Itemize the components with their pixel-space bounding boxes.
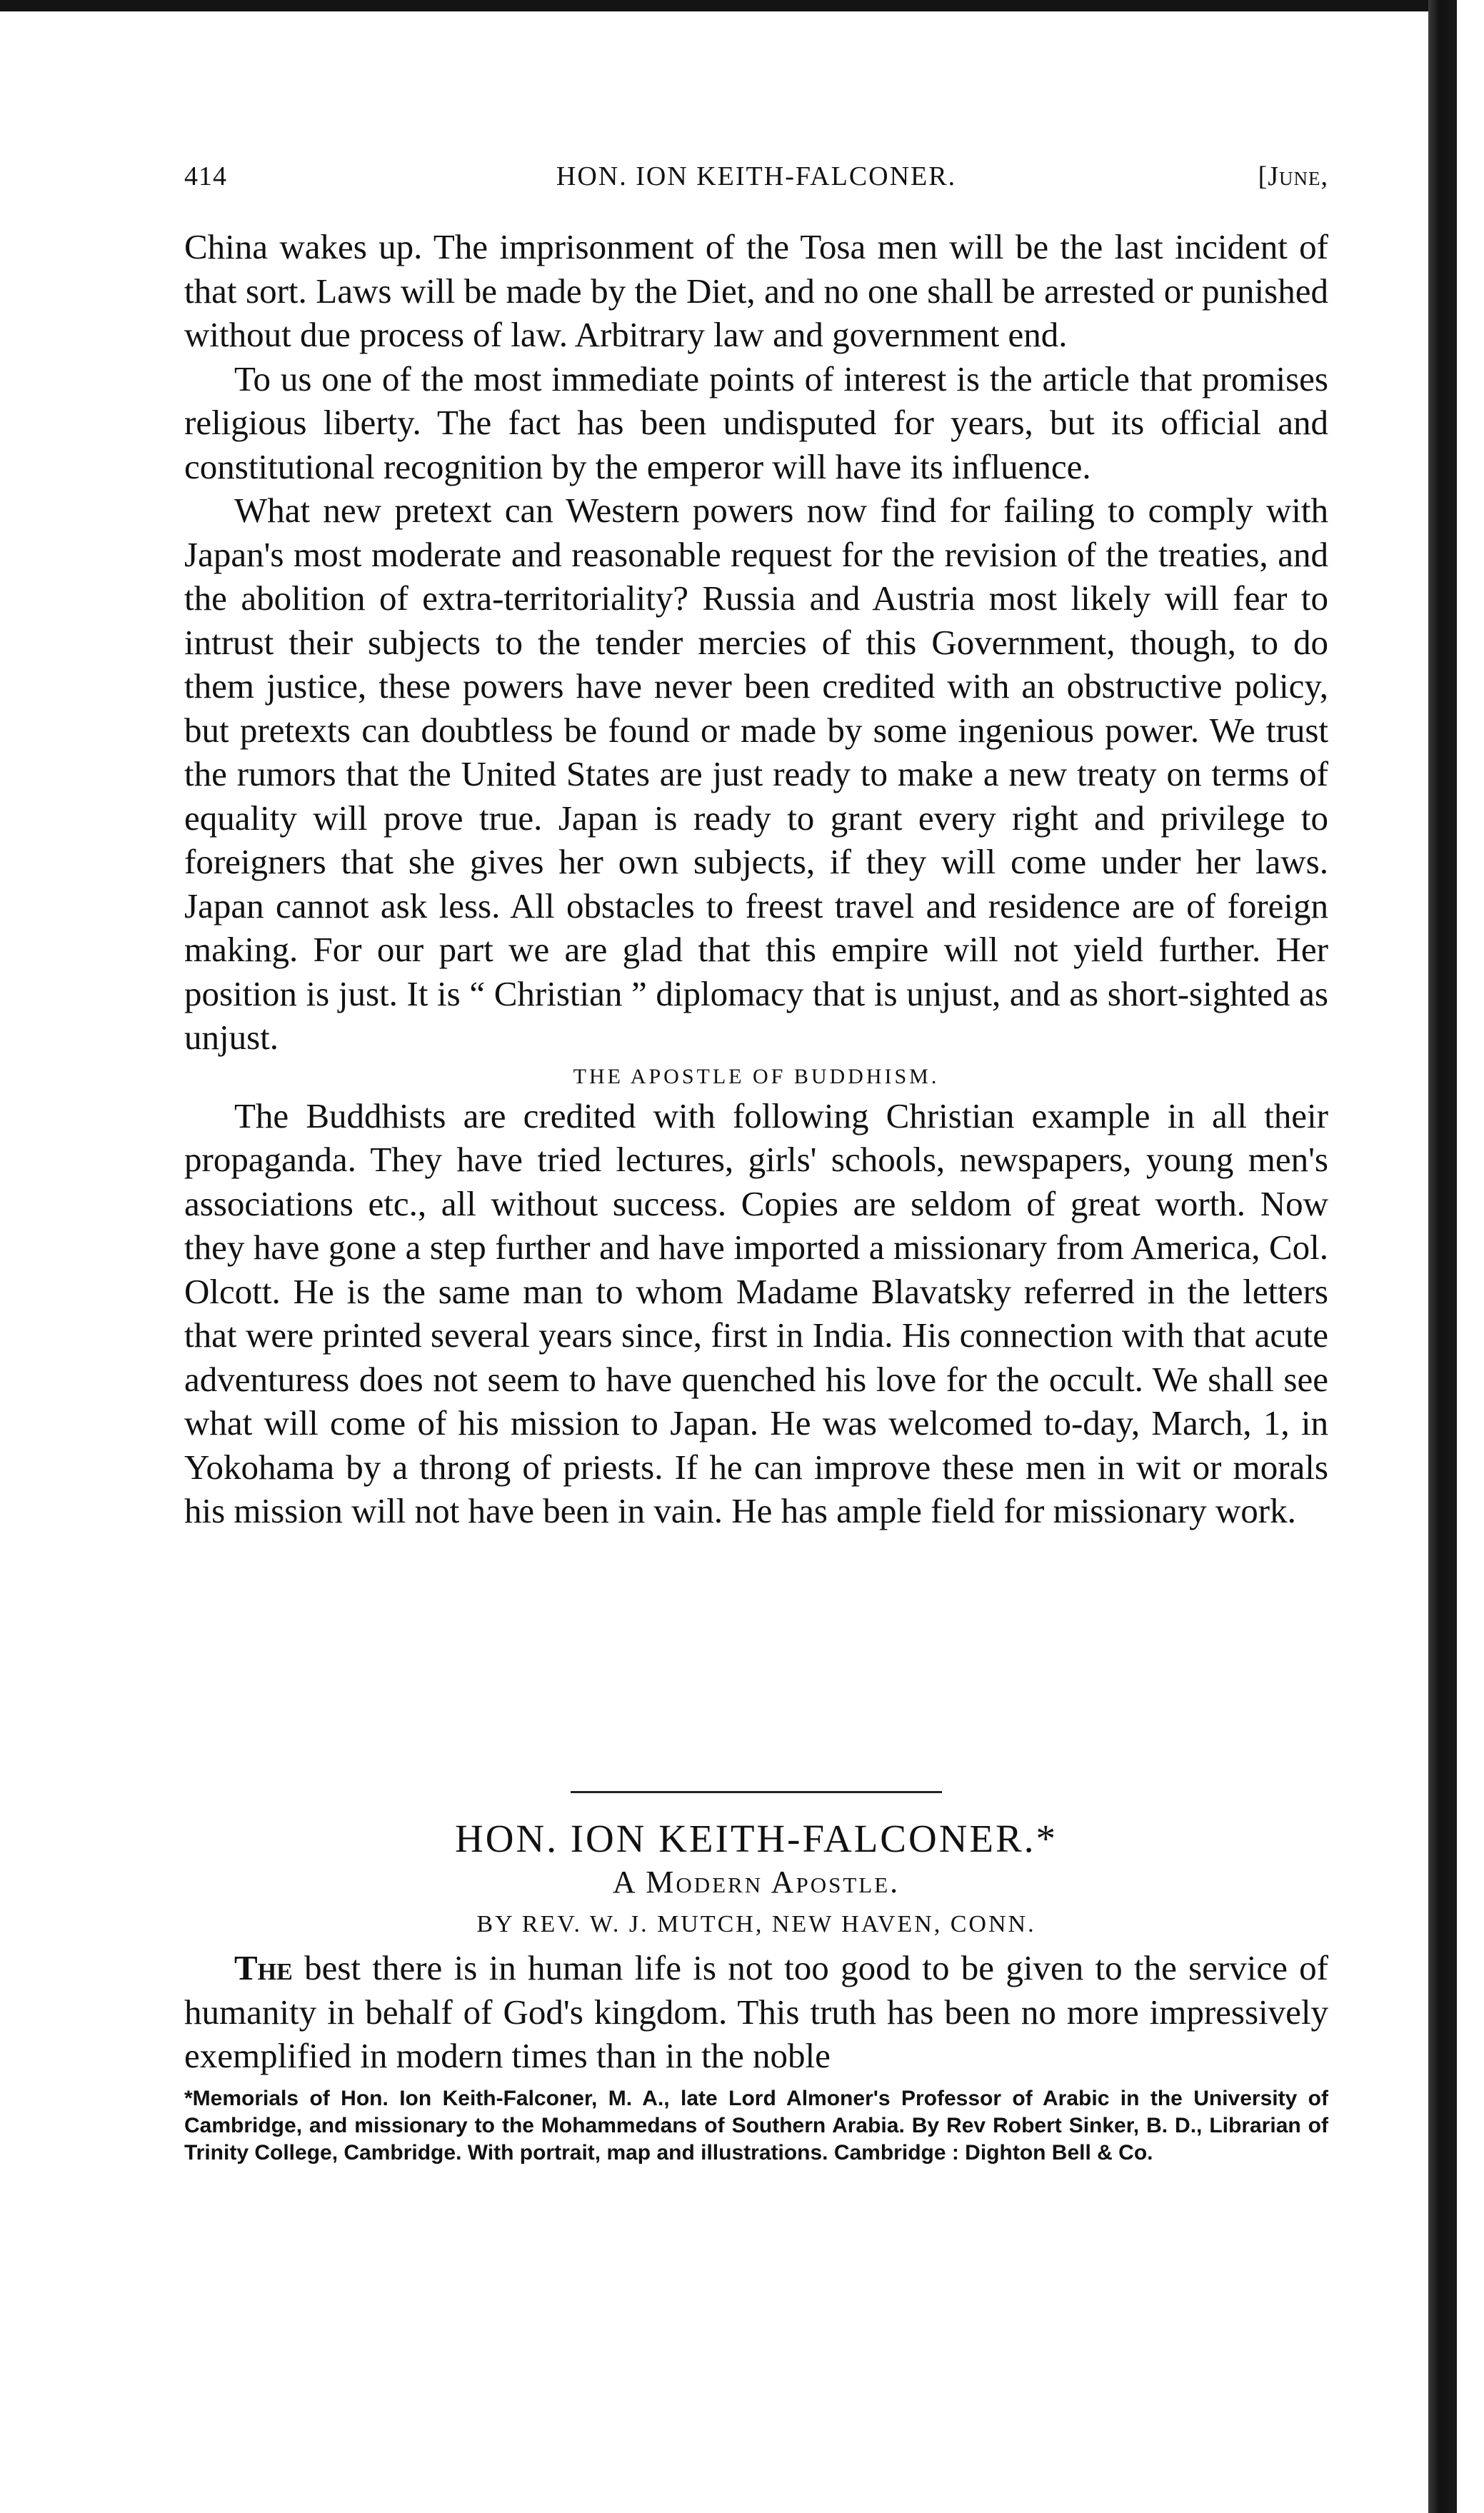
scan-right-edge (1428, 0, 1457, 2513)
page-header (184, 161, 1328, 204)
scan-top-border (0, 0, 1457, 11)
lead-word: The (234, 1948, 293, 1987)
section-divider (571, 1791, 942, 1793)
article-subtitle: A Modern Apostle. (612, 1865, 901, 1900)
footnote: *Memorials of Hon. Ion Keith-Falconer, M. A., late Lord Almoner's Professor of Arabic in the University of Cambridge, and missionary to the Mohammedans of Southern Arabia. By Rev Robert Sinker, B. D., Librarian of Trinity College, Cambridge. With portrait, map and illustrations. Cambridge : Dighton Bell & Co. (184, 2086, 1328, 2165)
paragraph-4: The Buddhists are credited with following Christian example in all their propaganda. They have tried lectures, girls' schools, newspapers, young men's associations etc., all without success. Copies are seldom of great worth. Now they have gone a step further and have imported a missionary from America, Col. Olcott. He is the same man to whom Madame Blavatsky referred in the letters that were printed several years since, first in India. His connection with that acute adventuress does not seem to have quenched his love for the occult. We shall see what will come of his mission to Japan. He was welcomed to-day, March, 1, in Yokohama by a throng of priests. If he can improve these men in wit or morals his mission will not have been in vain. He has ample field for missionary work. (184, 1095, 1328, 1530)
article-byline: BY REV. W. J. MUTCH, NEW HAVEN, CONN. (476, 1911, 1036, 1937)
section-heading: THE APOSTLE OF BUDDHISM. (573, 1064, 940, 1088)
article-title: HON. ION KEITH-FALCONER.* (455, 1817, 1058, 1860)
opening-text: best there is in human life is not too good to be given to the service of humanity in behalf of God's kingdom. This truth has been no more impressively exemplified in modern times than in the noble (184, 1948, 1328, 2075)
previous-article-body (184, 225, 1328, 1533)
header-month: [June, (1258, 161, 1328, 191)
page-number: 414 (184, 161, 227, 191)
paragraph-2: To us one of the most immediate points of interest is the article that promises religious liberty. The fact has been undisputed for years, but its official and constitutional recognition by the emperor will have its influence. (184, 358, 1328, 486)
article-opening-paragraph (184, 1946, 1328, 2078)
running-title: HON. ION KEITH-FALCONER. (556, 161, 957, 191)
paragraph-3: What new pretext can Western powers now find for failing to comply with Japan's most moderate and reasonable request for the revision of the treaties, and the abolition of extra-territoriality? Russia and Austria most likely will fear to intrust their subjects to the tender mercies of this Government, though, to do them justice, these powers have never been credited with an obstructive policy, but pretexts can doubtless be found or made by some ingenious power. We trust the rumors that the United States are just ready to make a new treaty on terms of equality will prove true. Japan is ready to grant every right and privilege to foreigners that she gives her own subjects, if they will come under her laws. Japan cannot ask less. All obstacles to freest travel and residence are of foreign making. For our part we are glad that this empire will not yield further. Her position is just. It is “ Christian ” diplomacy that is unjust, and as short-sighted as unjust. (184, 491, 1328, 1057)
article-start (184, 1791, 1328, 2167)
paragraph-1: China wakes up. The imprisonment of the Tosa men will be the last incident of that sort. Laws will be made by the Diet, and no one shall be arrested or punished without due process of law. Arbitrary law and government end. (184, 227, 1328, 354)
